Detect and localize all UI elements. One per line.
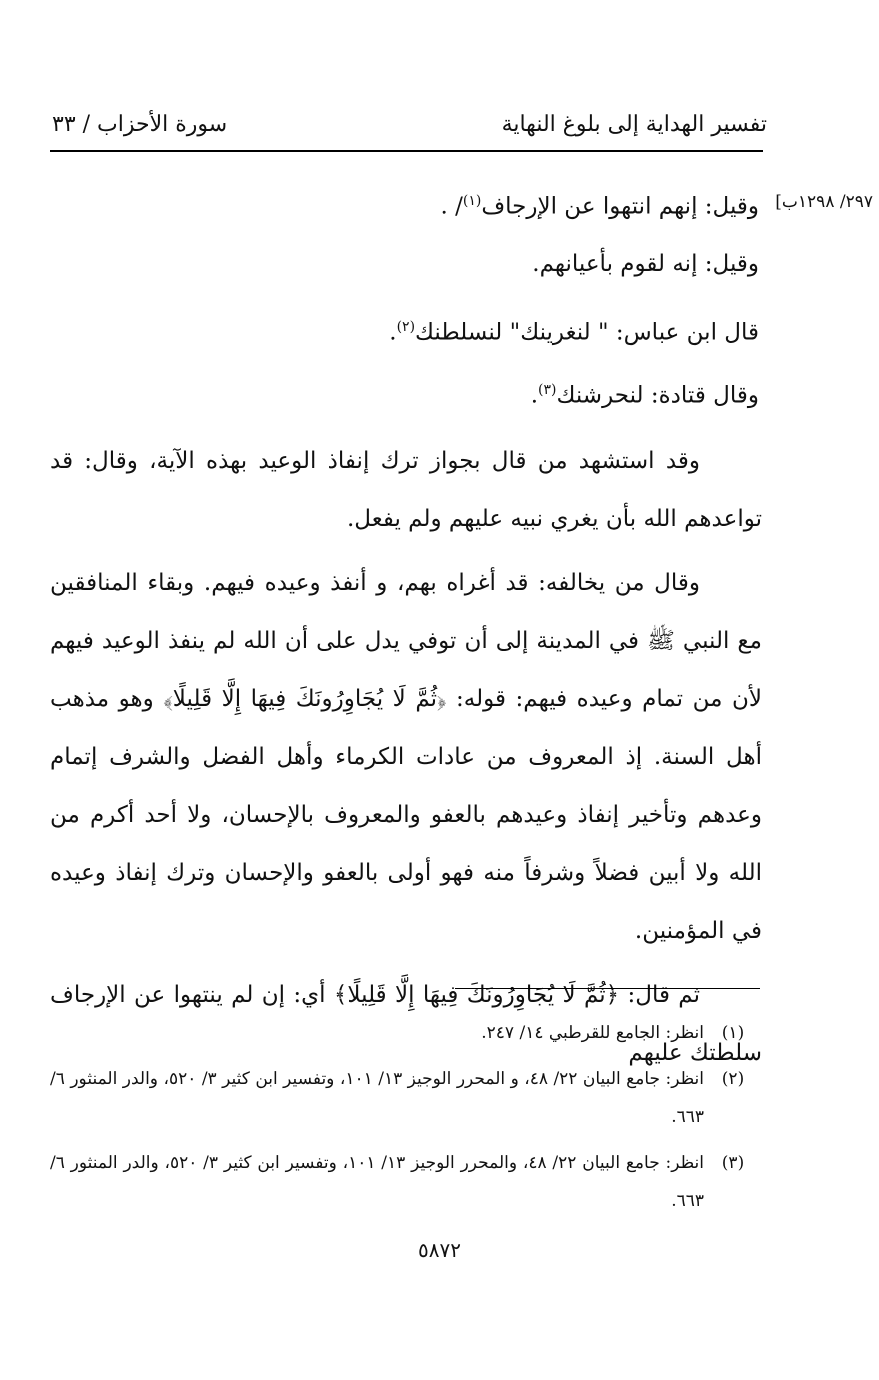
paragraph-mukhalif-part1: وقال من يخالفه: قد أغراه بهم، و أنفذ وعيده فيهم. وبقاء المنافقين مع النبي ﷺ في المدينة إلى أن توفي يدل على أن الله لم ينفذ الوعيد فيهم لأن من تمام وعيده فيهم: قوله:	[50, 570, 762, 712]
footnote-1	[50, 1014, 762, 1052]
line-irjaf	[440, 170, 759, 238]
line-qatada-text: وقال قتادة: لنحرشنك	[556, 382, 759, 409]
line-irjaf-text: وقيل: إنهم انتهوا عن الإرجاف	[481, 193, 759, 220]
paragraph-mukhalif-part2: وهو مذهب أهل السنة. إذ المعروف من عادات الكرماء وأهل الفضل والشرف إتمام وعدهم وتأخير إنفاذ وعيدهم بالعفو والمعروف بالإحسان، ولا أحد أكرم من الله ولا أبين فضلاً وشرفاً منه فهو أولى بالعفو والإحسان وترك إنفاذ وعيده في المؤمنين.	[50, 686, 762, 944]
footnote-number: (٢)	[721, 1069, 745, 1089]
footnotes	[50, 1014, 762, 1228]
footnote-text: انظر: الجامع للقرطبي ١٤/ ٢٤٧.	[481, 1023, 704, 1043]
footnote-marker-2: (٢)	[396, 319, 416, 335]
footnote-3	[50, 1144, 762, 1220]
page-number: ٥٨٧٢	[418, 1238, 461, 1262]
footnote-number: (٣)	[721, 1153, 745, 1173]
line-ibn-abbas	[389, 296, 759, 364]
footnote-number: (١)	[721, 1023, 745, 1043]
footnote-2	[50, 1060, 762, 1136]
line-aqwam: وقيل: إنه لقوم بأعيانهم.	[532, 251, 759, 277]
paragraph-istishhad: وقد استشهد من قال بجواز ترك إنفاذ الوعيد بهذه الآية، وقال: قد تواعدهم الله بأن يغري نبيه عليهم ولم يفعل.	[50, 448, 762, 532]
paragraph-thumma-part1: ثم قال:	[627, 982, 701, 1008]
line-qatada	[531, 359, 759, 427]
line-irjaf-end: / .	[440, 193, 463, 220]
footnote-text: انظر: جامع البيان ٢٢/ ٤٨، والمحرر الوجيز ١٣/ ١٠١، وتفسير ابن كثير ٣/ ٥٢٠، والدر المنثور ٦/ ٦٦٣.	[50, 1153, 704, 1211]
header-divider	[50, 150, 763, 152]
line-ibn-abbas-text: قال ابن عباس: " لنغرينك" لنسلطنك	[415, 319, 759, 346]
footnote-text: انظر: جامع البيان ٢٢/ ٤٨، و المحرر الوجيز ١٣/ ١٠١، وتفسير ابن كثير ٣/ ٥٢٠، والدر المنثور ٦/ ٦٦٣.	[50, 1069, 704, 1127]
quran-verse: ﴿ثُمَّ لَا يُجَاوِرُونَكَ فِيهَا إِلَّا قَلِيلًا﴾	[333, 982, 620, 1008]
footnote-marker-3: (٣)	[538, 382, 557, 398]
footnote-marker-1: (١)	[462, 193, 482, 209]
main-text	[50, 432, 762, 1088]
margin-manuscript-reference: ٢٩٧/ ١٢٩٨ب]	[775, 192, 873, 212]
surah-reference: سورة الأحزاب / ٣٣	[52, 112, 228, 137]
footnote-divider	[455, 988, 760, 989]
paragraph-thumma-part2: أي: إن لم ينتهوا عن الإرجاف سلطتك عليهم	[50, 982, 762, 1066]
line-qatada-end: .	[530, 382, 539, 409]
book-title: تفسير الهداية إلى بلوغ النهاية	[501, 112, 767, 137]
quran-verse: ﴿ثُمَّ لَا يُجَاوِرُونَكَ فِيهَا إِلَّا قَلِيلًا﴾	[163, 686, 447, 712]
line-ibn-abbas-end: .	[389, 319, 397, 346]
paragraph-mukhalif	[50, 554, 762, 960]
